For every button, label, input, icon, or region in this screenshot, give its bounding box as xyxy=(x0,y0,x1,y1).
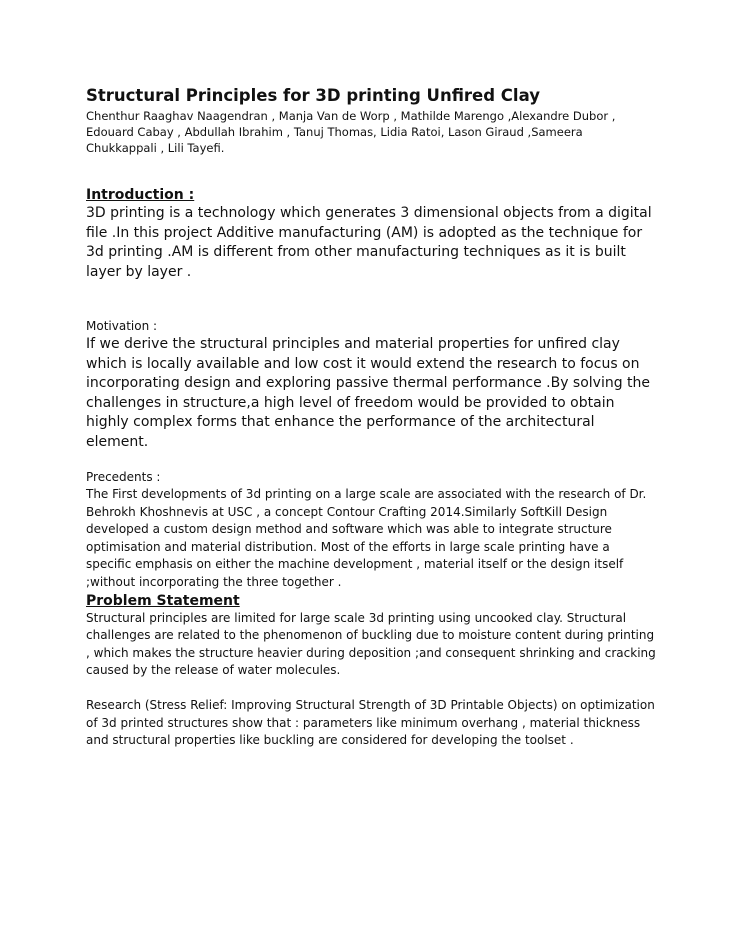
precedents-section xyxy=(86,469,656,592)
author-list: Chenthur Raaghav Naagendran , Manja Van de Worp , Mathilde Marengo ,Alexandre Dubor , Edouard Cabay , Abdullah Ibrahim , Tanuj Thomas, Lidia Ratoi, Lason Giraud ,Sameera Chukkappali , Lili Tayefi. xyxy=(86,109,616,155)
motivation-section xyxy=(86,318,656,452)
introduction-body: 3D printing is a technology which generates 3 dimensional objects from a digital file .In this project Additive manufacturing (AM) is adopted as the technique for 3d printing .AM is different from other manufacturing techniques as it is built layer by layer . xyxy=(86,205,652,280)
precedents-body: The First developments of 3d printing on a large scale are associated with the research of Dr. Behrokh Khoshnevis at USC , a concept Contour Crafting 2014.Similarly SoftKill Design developed a custom design method and software which was able to integrate structure optimisation and material distribution. Most of the efforts in large scale printing have a specific emphasis on either the machine development , material itself or the design itself ;without incorporating the three together . xyxy=(86,487,647,589)
research-section xyxy=(86,697,656,750)
problem-statement-section xyxy=(86,592,656,680)
research-body: Research (Stress Relief: Improving Structural Strength of 3D Printable Objects) on optimization of 3d printed structures show that : parameters like minimum overhang , material thickness and structural properties like buckling are considered for developing the toolset . xyxy=(86,697,655,748)
problem-statement-body: Structural principles are limited for large scale 3d printing using uncooked clay. Structural challenges are related to the phenomenon of buckling due to moisture content during printing , which makes the structure heavier during deposition ;and consequent shrinking and cracking caused by the release of water molecules. xyxy=(86,610,656,678)
document-title: Structural Principles for 3D printing Unfired Clay xyxy=(86,86,540,105)
problem-statement-heading: Problem Statement xyxy=(86,592,240,609)
motivation-label: Motivation : xyxy=(86,319,158,333)
introduction-section xyxy=(86,186,656,282)
precedents-label: Precedents : xyxy=(86,470,161,484)
motivation-body: If we derive the structural principles and material properties for unfired clay which is locally available and low cost it would extend the research to focus on incorporating design and exploring passive thermal performance .By solving the challenges in structure,a high level of freedom would be provided to obtain highly complex forms that enhance the performance of the architectural element. xyxy=(86,336,651,450)
introduction-heading: Introduction : xyxy=(86,187,195,203)
document-content xyxy=(86,86,656,750)
